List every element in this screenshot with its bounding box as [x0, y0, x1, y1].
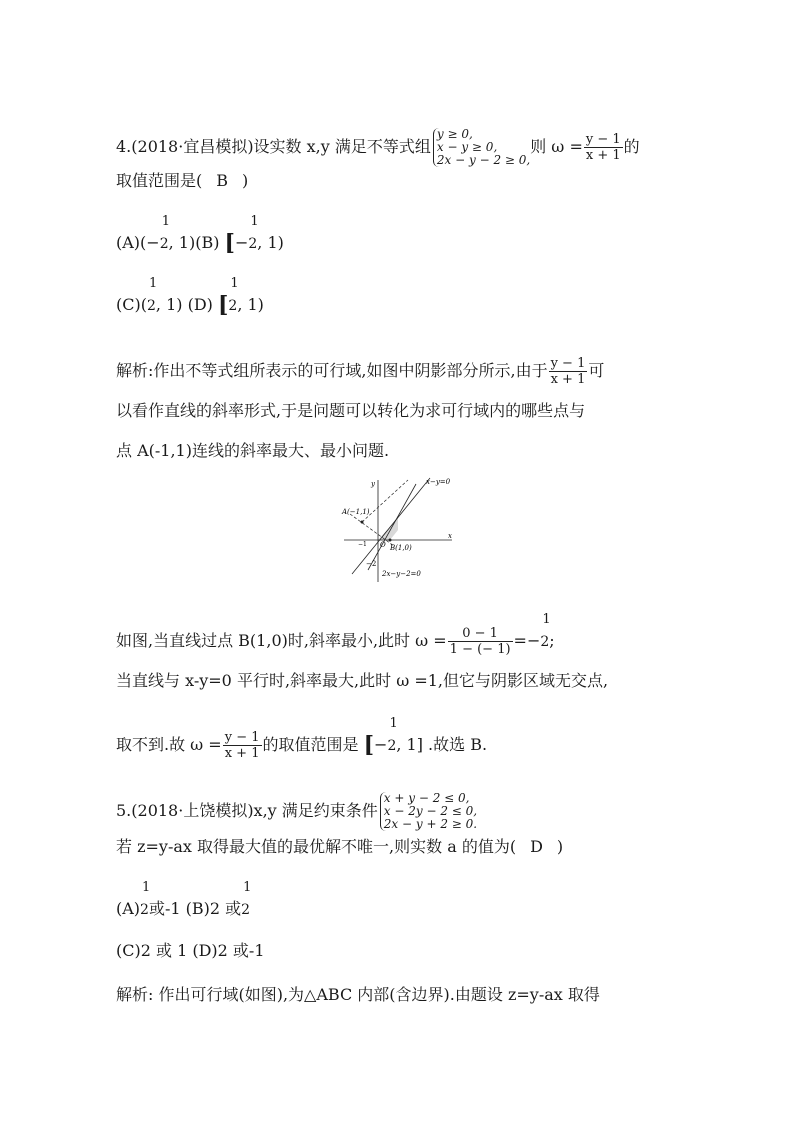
sol4-fraction: [549, 356, 588, 387]
q4-answer: B: [216, 171, 229, 190]
q4-option-a: (A)(−: [116, 233, 160, 252]
sol4-text4a: 如图,当直线过点 B(1,0)时,斜率最小,此时 ω =: [116, 631, 447, 650]
sol4-slope-den: 1 − (− 1): [449, 642, 511, 657]
q4-a-den: 2: [159, 236, 169, 252]
sol4-num: y − 1: [550, 356, 586, 371]
q5-option-a-half: [140, 880, 151, 921]
q4-option-a-end: , 1)(B): [168, 233, 220, 252]
q5-close-paren: ): [556, 837, 564, 856]
point-b: [389, 539, 392, 542]
sol4-text6b: 的取值范围是: [262, 735, 359, 754]
q5-stem-line1: [116, 792, 477, 831]
q5-a-den: 2: [140, 902, 149, 918]
sol4-range-half-den: 2: [387, 738, 397, 754]
q5-question-text: 若 z=y-ax 取得最大值的最优解不唯一,则实数 a 的值为(: [116, 837, 517, 856]
q4-d-bracket: [: [217, 292, 229, 318]
q4-option-c: (C)(: [116, 295, 147, 314]
line-2x-y-2-0: [368, 484, 416, 570]
q4-b-bracket: [: [224, 230, 235, 256]
q4-ineq-1: y ≥ 0,: [436, 127, 473, 141]
sol4-text1: 解析:作出不等式组所表示的可行域,如图中阴影部分所示,由于: [116, 361, 548, 380]
q4-stem-line2: [116, 170, 248, 192]
sol4-omega-num2: y − 1: [224, 730, 260, 745]
q4-stem-line1: [116, 128, 640, 167]
q4-omega-text: 则 ω =: [530, 137, 583, 156]
q4-options-ab: (A)(− 1 2, 1)(B) [− 1 2, 1): [116, 232, 284, 255]
label-minus2: −2: [366, 560, 377, 568]
q4-option-d-end: , 1): [237, 295, 264, 314]
label-y: y: [371, 480, 375, 488]
q4-ineq-2: x − y ≥ 0,: [436, 140, 498, 154]
q4-omega-den: x + 1: [584, 147, 623, 163]
q5-stem-text: 5.(2018·上饶模拟)x,y 满足约束条件: [116, 801, 378, 820]
q5-option-a: (A): [116, 899, 141, 918]
label-minus1: −1: [358, 541, 367, 548]
q5-stem-line2: [116, 836, 563, 858]
label-b: B(1,0): [390, 544, 412, 552]
q4-b-den: 2: [248, 236, 258, 252]
q5-b-den: 2: [241, 902, 251, 918]
q5-options-ab: [116, 880, 252, 921]
q5-options-cd: (C)2 或 1 (D)2 或-1: [116, 941, 265, 960]
q4-option-b-half: [248, 214, 259, 255]
sol4-slope-fraction: [448, 626, 513, 657]
sol4-slope-num: 0 − 1: [462, 626, 498, 641]
sol4-text6a: 取不到.故 ω =: [116, 735, 222, 754]
q4-a-num: 1: [161, 214, 170, 229]
label-o: O: [380, 541, 386, 549]
sol4-half-num: 1: [542, 612, 551, 627]
sol4-text4c: ;: [549, 631, 555, 650]
q5-answer: D: [530, 837, 543, 856]
q4-option-a-half: [159, 214, 170, 255]
q4-option-b-end: , 1): [257, 233, 284, 252]
q5-b-num: 1: [243, 880, 252, 895]
q4-close-paren: ): [242, 171, 249, 190]
label-x: x: [448, 532, 452, 540]
sol4-den: x + 1: [549, 371, 588, 387]
q4-c-num: 1: [148, 276, 158, 291]
sol4-omega-den2: x + 1: [223, 745, 262, 761]
q4-option-c-half: [146, 276, 158, 317]
sol4-omega-fraction2: [223, 730, 262, 761]
q4-range-text: 取值范围是(: [116, 171, 203, 190]
q5-a-num: 1: [142, 880, 151, 895]
sol4-text6c: , 1] .故选 B.: [396, 735, 488, 754]
q4-c-den: 2: [146, 298, 156, 314]
sol4-line5: 当直线与 x-y=0 平行时,斜率最大,此时 ω =1,但它与阴影区域无交点,: [116, 671, 609, 690]
sol4-line6: 取不到.故 ω = $\frac{y - 1}{x + 1}$ 的取值范围是 [− 1 2, 1] .故选 B.: [116, 730, 487, 761]
q5-ineq-3: 2x − y + 2 ≥ 0.: [383, 817, 478, 831]
q5-option-b-half: [241, 880, 252, 921]
q4-omega-num: y − 1: [585, 132, 621, 147]
q5-constraint-system: [380, 792, 477, 831]
q5-option-a-end: 或-1 (B)2 或: [148, 899, 242, 918]
q4-option-d-half: [228, 276, 239, 317]
sol4-text1b: 可: [588, 361, 605, 380]
q4-inequality-system: [433, 128, 530, 167]
q4-d-den: 2: [228, 298, 238, 314]
sol4-text4b: =−: [513, 631, 541, 650]
q4-suffix: 的: [623, 137, 640, 156]
q4-d-num: 1: [230, 276, 239, 291]
q4-b-num: 1: [250, 214, 259, 229]
line-x-y-0: [352, 478, 430, 574]
sol4-line3: 点 A(-1,1)连线的斜率最大、最小问题.: [116, 441, 390, 460]
label-a: A(−1,1): [342, 508, 370, 516]
q4-options-cd: [116, 276, 264, 318]
q4-omega-fraction: [584, 132, 623, 163]
sol4-range-half-num: 1: [389, 716, 398, 731]
feasible-region-figure: [340, 474, 456, 586]
sol4-range-half: [387, 716, 398, 757]
sol4-line4: [116, 612, 555, 657]
sol4-range-bracket: [: [363, 732, 375, 758]
q5-ineq-1: x + y − 2 ≤ 0,: [383, 791, 470, 805]
q4-stem-text: 4.(2018·宜昌模拟)设实数 x,y 满足不等式组: [116, 137, 431, 156]
sol4-line1: [116, 356, 604, 387]
label-line1: x−y=0: [426, 478, 451, 486]
sol4-line2: 以看作直线的斜率形式,于是问题可以转化为求可行域内的哪些点与: [116, 401, 586, 420]
sol5-line1: 解析: 作出可行域(如图),为△ABC 内部(含边界).由题设 z=y-ax 取得: [116, 985, 600, 1004]
label-line2: 2x−y−2=0: [382, 570, 421, 578]
point-a: [361, 521, 364, 524]
sol4-half-den: 2: [540, 634, 550, 650]
sol4-half: [540, 612, 551, 653]
q4-ineq-3: 2x − y − 2 ≥ 0,: [436, 153, 531, 167]
q5-ineq-2: x − 2y − 2 ≤ 0,: [383, 804, 478, 818]
q4-option-c-end: , 1) (D): [155, 295, 213, 314]
